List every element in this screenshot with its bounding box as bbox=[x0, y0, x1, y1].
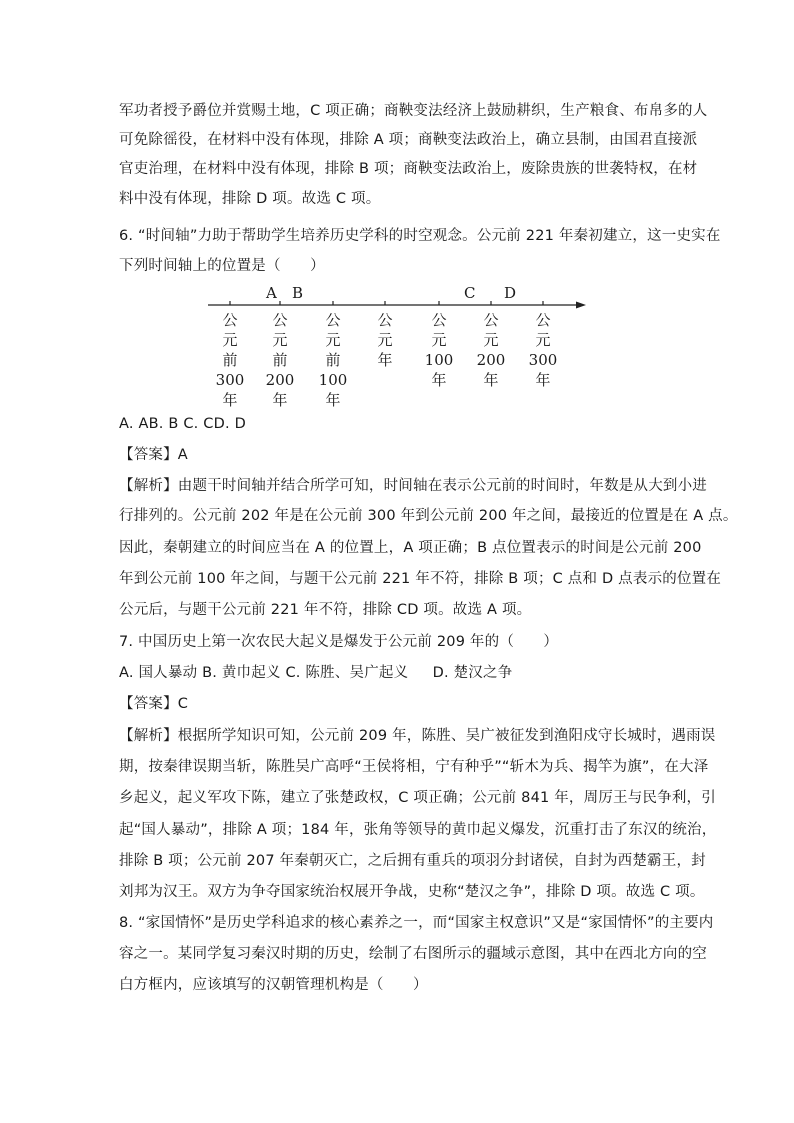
timeline-tick-label: 公 元 前 200 年 bbox=[265, 311, 295, 409]
analysis-line: 因此，秦朝建立的时间应当在 A 的位置上，A 项正确；B 点位置表示的时间是公元前 200 bbox=[119, 540, 702, 556]
question-6-stem: 6. “时间轴”力助于帮助学生培养历史学科的时空观念。公元前 221 年秦初建立，这一史实在 bbox=[119, 228, 721, 244]
timeline-tick-label: 公 元 前 100 年 bbox=[318, 311, 348, 409]
analysis-line: 排除 B 项；公元前 207 年秦朝灭亡，之后拥有重兵的项羽分封诸侯，自封为西楚霸王，封 bbox=[119, 853, 706, 869]
analysis-line: 公元后，与题干公元前 221 年不符，排除 CD 项。故选 A 项。 bbox=[119, 602, 532, 618]
analysis-line: 刘邦为汉王。双方为争夺国家统治权展开争战，史称“楚汉之争”，排除 D 项。故选 C 项。 bbox=[119, 884, 705, 900]
question-6-options: A. AB. B C. CD. D bbox=[119, 416, 246, 432]
question-8-stem: 8. “家国情怀”是历史学科追求的核心素养之一，而“国家主权意识”又是“家国情怀”的主要内 bbox=[119, 915, 714, 931]
timeline-tick-label: 公 元 200 年 bbox=[476, 311, 506, 389]
question-8-stem: 容之一。某同学复习秦汉时期的历史，绘制了右图所示的疆域示意图，其中在西北方向的空 bbox=[119, 946, 707, 962]
question-7-options: A. 国人暴动 B. 黄巾起义 C. 陈胜、吴广起义 D. 楚汉之争 bbox=[119, 665, 513, 681]
timeline-tick-label: 公 元 年 bbox=[377, 311, 393, 369]
text-line: 官吏治理，在材料中没有体现，排除 B 项；商鞅变法政治上，废除贵族的世袭特权，在材 bbox=[119, 161, 698, 177]
text-line: 可免除徭役，在材料中没有体现，排除 A 项；商鞅变法政治上，确立县制，由国君直接派 bbox=[119, 132, 698, 148]
analysis-line: 【解析】根据所学知识可知，公元前 209 年，陈胜、吴广被征发到渔阳戍守长城时，遇雨误 bbox=[119, 728, 716, 744]
timeline-point-c: C bbox=[464, 284, 476, 302]
answer-label: 【答案】C bbox=[119, 696, 189, 712]
timeline-tick-label: 公 元 100 年 bbox=[424, 311, 454, 389]
question-6-stem: 下列时间轴上的位置是（ ） bbox=[119, 258, 325, 274]
timeline-figure bbox=[200, 284, 600, 414]
timeline-point-b: B bbox=[292, 284, 304, 302]
analysis-line: 行排列的。公元前 202 年是在公元前 300 年到公元前 200 年之间，最接近的位置是在 A 点。 bbox=[119, 508, 738, 524]
text-line: 军功者授予爵位并赏赐土地，C 项正确；商鞅变法经济上鼓励耕织，生产粮食、布帛多的人 bbox=[119, 103, 708, 119]
analysis-line: 乡起义，起义军攻下陈，建立了张楚政权，C 项正确；公元前 841 年，周厉王与民争利，引 bbox=[119, 790, 716, 806]
question-8-stem: 白方框内，应该填写的汉朝管理机构是（ ） bbox=[119, 977, 428, 993]
question-7-stem: 7. 中国历史上第一次农民大起义是爆发于公元前 209 年的（ ） bbox=[119, 634, 559, 650]
timeline-tick-label: 公 元 前 300 年 bbox=[215, 311, 245, 409]
timeline-tick-label: 公 元 300 年 bbox=[528, 311, 558, 389]
analysis-line: 年到公元前 100 年之间，与题干公元前 221 年不符，排除 B 项；C 点和 D 点表示的位置在 bbox=[119, 571, 722, 587]
text-line: 料中没有体现，排除 D 项。故选 C 项。 bbox=[119, 191, 381, 207]
answer-label: 【答案】A bbox=[119, 447, 188, 463]
analysis-line: 起“国人暴动”，排除 A 项；184 年，张角等领导的黄巾起义爆发，沉重打击了东汉的统治， bbox=[119, 822, 717, 838]
timeline-point-a: A bbox=[266, 284, 277, 302]
timeline-point-d: D bbox=[504, 284, 517, 302]
analysis-line: 期，按秦律误期当斩，陈胜吴广高呼“王侯将相，宁有种乎”“斩木为兵、揭竿为旗”，在大泽 bbox=[119, 759, 709, 775]
analysis-line: 【解析】由题干时间轴并结合所学可知，时间轴在表示公元前的时间时，年数是从大到小进 bbox=[119, 478, 707, 494]
